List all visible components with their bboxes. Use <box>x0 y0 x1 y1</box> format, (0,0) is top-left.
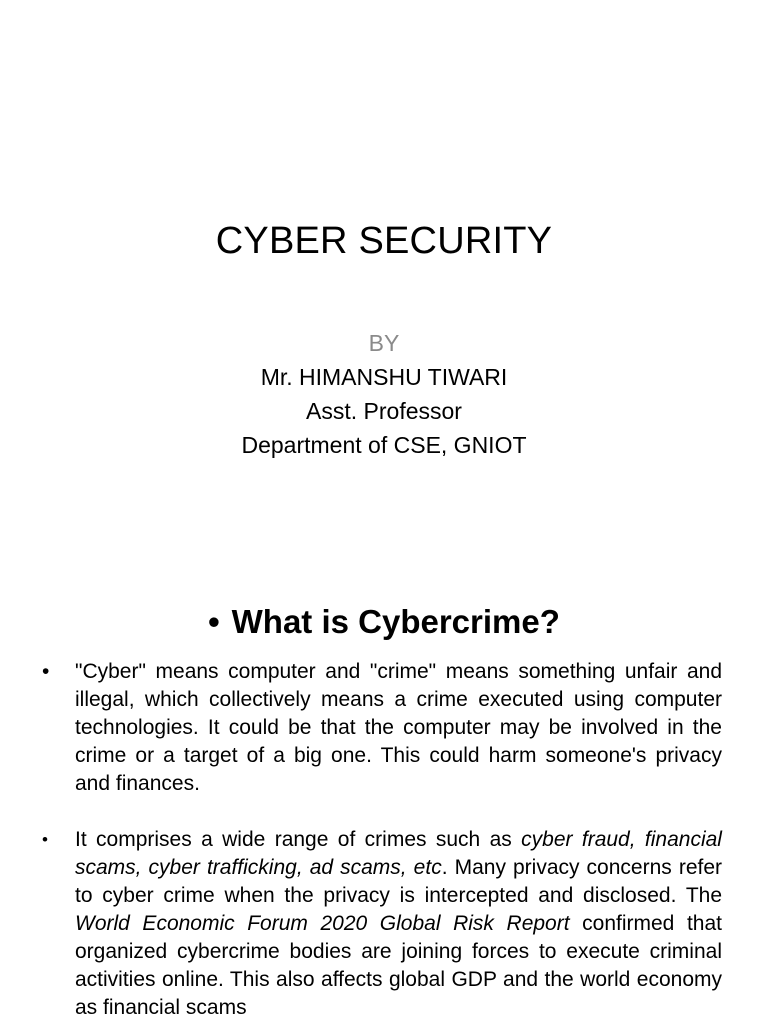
text-run: confirmed that organized cybercrime bodies are joining forces to execute criminal activities online. This also affects global GDP and the world economy as financial scams <box>75 912 722 1019</box>
slide-heading <box>0 602 768 642</box>
slide-title: CYBER SECURITY <box>215 220 553 262</box>
heading-text: What is Cybercrime? <box>231 603 560 640</box>
author-department: Department of CSE, GNIOT <box>241 432 527 458</box>
italic-run: cyber fraud, financial scams, cyber trafficking, ad scams, etc <box>75 828 722 879</box>
by-label: BY <box>368 330 400 356</box>
bullet-icon: • <box>208 603 220 640</box>
bullet-text: "Cyber" means computer and "crime" means something unfair and illegal, which collectively means a crime executed using computer technologies. It could be that the computer may be involved in the crime or a target of a big one. This could harm someone's privacy and finances. <box>75 660 722 795</box>
author-name: Mr. HIMANSHU TIWARI <box>260 364 508 390</box>
content-slide <box>0 576 768 1024</box>
bullet-text <box>75 828 722 1019</box>
bullet-icon: • <box>42 830 48 849</box>
bullet-icon: • <box>42 660 50 683</box>
list-item <box>40 658 722 798</box>
text-run: It comprises a wide range of crimes such as <box>75 828 522 851</box>
bullet-list <box>40 658 722 1024</box>
author-designation: Asst. Professor <box>306 398 462 424</box>
author-block <box>0 326 768 462</box>
text-run: . Many privacy concerns refer to cyber crime when the privacy is intercepted and disclosed. The <box>75 856 723 907</box>
italic-run: World Economic Forum 2020 Global Risk Report <box>75 912 570 935</box>
list-item <box>40 826 722 1022</box>
